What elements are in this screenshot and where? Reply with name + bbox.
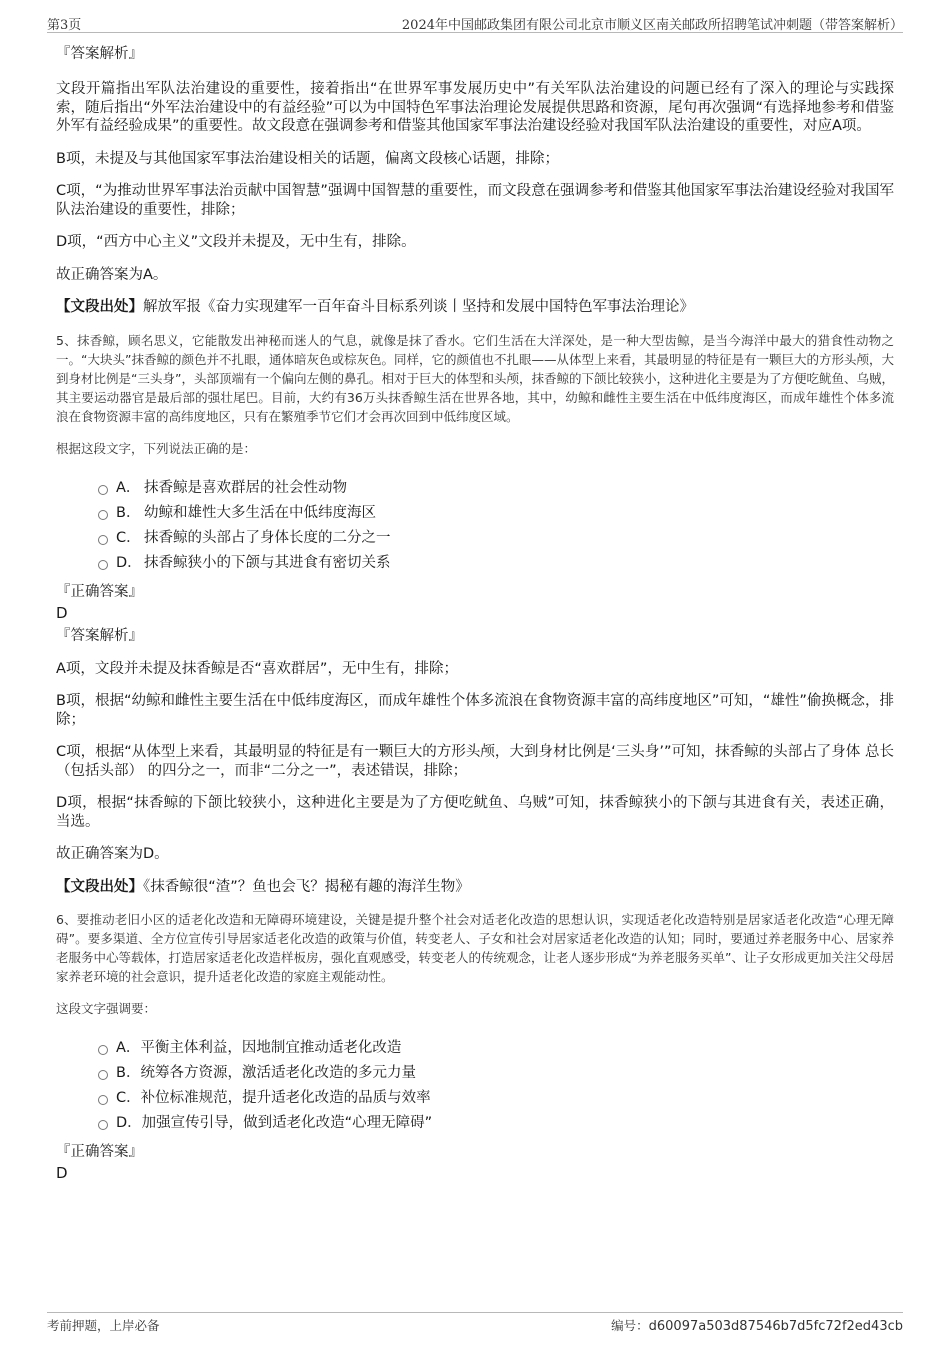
analysis-paragraph: B项，根据“幼鲸和雌性主要生活在中低纬度海区，而成年雄性个体多流浪在食物资源丰富的高纬度地区”可知，“雄性”偷换概念，排除； [56, 693, 894, 728]
radio-icon[interactable] [98, 1070, 108, 1080]
analysis-paragraph: B项，未提及与其他国家军事法治建设相关的话题，偏离文段核心话题，排除； [56, 150, 559, 167]
analysis-conclusion: 故正确答案为D。 [56, 846, 169, 862]
analysis-paragraph: 文段开篇指出军队法治建设的重要性，接着指出“在世界军事发展历史中”有关军队法治建设的问题已经有了深入的理论与实践探索，随后指出“外军法治建设中的有益经验”可以为中国特色军事法治理论发展提供思路和资源，尾句再次强调“有选择地参考和借鉴外军有益经验成果”的重要性。故文段意在强调参考和借鉴其他国家军事法治建设经验对我国军队法治建设的重要性，对应A项。 [56, 81, 894, 134]
analysis-paragraph: A项，文段并未提及抹香鲸是否“喜欢群居”，无中生有，排除； [56, 660, 458, 677]
radio-icon[interactable] [98, 535, 108, 545]
question-6-text: 6、要推动老旧小区的适老化改造和无障碍环境建设，关键是提升整个社会对适老化改造的思想认识，实现适老化改造特别是居家适老化改造“心理无障碍”。要多渠道、全方位宣传引导居家适老化改造的政策与价值，转变老人、子女和社会对居家适老化改造的认知；同时，要通过养老服务中心、居家养老服务中心等载体，打造居家适老化改造样板房，强化直观感受，转变老人的传统观念，让老人逐步形成“为养老服务买单”、让子女形成更加关注父母居家养老环境的社会意识，提升适老化改造的家庭主观能动性。 [56, 912, 894, 984]
radio-icon[interactable] [98, 510, 108, 520]
option-b[interactable]: B．统筹各方资源，激活适老化改造的多元力量 [98, 1061, 894, 1086]
footer-code [611, 1316, 903, 1334]
correct-answer-label: 『正确答案』 [56, 1144, 143, 1160]
radio-icon[interactable] [98, 1120, 108, 1130]
footer-code-label: 编号： [611, 1318, 649, 1333]
source-line [56, 298, 894, 317]
question-5-prompt: 根据这段文字，下列说法正确的是： [56, 440, 257, 456]
correct-answer-label: 『正确答案』 [56, 583, 143, 600]
source-text: 解放军报《奋力实现建军一百年奋斗目标系列谈丨坚持和发展中国特色军事法治理论》 [143, 299, 694, 315]
page-header [47, 12, 903, 33]
footer-slogan: 考前押题，上岸必备 [47, 1318, 160, 1333]
analysis-paragraph: D项，根据“抹香鲸的下颌比较狭小，这种进化主要是为了方便吃鱿鱼、乌贼”可知，抹香鲸狭小的下颌与其进食有关，表述正确，当选。 [56, 795, 894, 830]
document-title: 2024年中国邮政集团有限公司北京市顺义区南关邮政所招聘笔试冲刺题（带答案解析） [401, 18, 903, 33]
analysis-label: 『答案解析』 [56, 627, 143, 644]
question-5-options [98, 476, 894, 576]
page-number: 第3页 [47, 18, 82, 33]
question-6-prompt: 这段文字强调要： [56, 1001, 157, 1016]
radio-icon[interactable] [98, 560, 108, 570]
option-b[interactable]: B． 幼鲸和雄性大多生活在中低纬度海区 [98, 501, 894, 526]
page-footer [47, 1312, 903, 1335]
footer-code-value: d60097a503d87546b7d5fc72f2ed43cb [648, 1319, 903, 1334]
analysis-label: 『答案解析』 [56, 46, 143, 62]
correct-answer: D [56, 1164, 68, 1182]
source-label: 【文段出处】 [56, 299, 143, 315]
option-d[interactable]: D．加强宣传引导，做到适老化改造“心理无障碍” [98, 1111, 894, 1136]
correct-answer: D [56, 603, 68, 622]
option-a[interactable]: A．平衡主体利益，因地制宜推动适老化改造 [98, 1036, 894, 1061]
analysis-conclusion: 故正确答案为A。 [56, 266, 168, 283]
analysis-paragraph: D项，“西方中心主义”文段并未提及，无中生有，排除。 [56, 234, 416, 250]
radio-icon[interactable] [98, 485, 108, 495]
document-body [56, 44, 894, 1186]
radio-icon[interactable] [98, 1045, 108, 1055]
source-line [56, 878, 894, 897]
question-6-options [98, 1036, 894, 1136]
option-a[interactable]: A． 抹香鲸是喜欢群居的社会性动物 [98, 476, 894, 501]
option-c[interactable]: C． 抹香鲸的头部占了身体长度的二分之一 [98, 526, 894, 551]
radio-icon[interactable] [98, 1095, 108, 1105]
option-d[interactable]: D． 抹香鲸狭小的下颌与其进食有密切关系 [98, 551, 894, 576]
analysis-paragraph: C项，“为推动世界军事法治贡献中国智慧”强调中国智慧的重要性，而文段意在强调参考和借鉴其他国家军事法治建设经验对我国军队法治建设的重要性，排除； [56, 183, 894, 218]
question-5-text: 5、抹香鲸，顾名思义，它能散发出神秘而迷人的气息，就像是抹了香水。它们生活在大洋深处，是一种大型齿鲸，是当今海洋中最大的猎食性动物之一。“大块头”抹香鲸的颜色并不扎眼，通体暗灰色或棕灰色。同样，它的颜值也不扎眼——从体型上来看，其最明显的特征是有一颗巨大的方形头颅，大到身材比例是“三头身”，头部顶端有一个偏向左侧的鼻孔。相对于巨大的体型和头颅，抹香鲸的下颌比较狭小，这种进化主要是为了方便吃鱿鱼、乌贼，其主要运动器官是最后部的强壮尾巴。目前，大约有36万头抹香鲸生活在世界各地，其中，幼鲸和雌性主要生活在中低纬度海区，而成年雄性个体多流浪在食物资源丰富的高纬度地区，只有在繁殖季节它们才会再次回到中低纬度区域。 [56, 332, 894, 424]
source-text: 《抹香鲸很“渣”？鱼也会飞？揭秘有趣的海洋生物》 [143, 878, 470, 895]
source-label: 【文段出处】 [56, 878, 143, 895]
analysis-paragraph: C项，根据“从体型上来看，其最明显的特征是有一颗巨大的方形头颅，大到身材比例是‘三头身’”可知，抹香鲸的头部占了身体 总长（包括头部） 的四分之一，而非“二分之一”，表述错误，排除； [56, 744, 894, 779]
option-c[interactable]: C．补位标准规范，提升适老化改造的品质与效率 [98, 1086, 894, 1111]
